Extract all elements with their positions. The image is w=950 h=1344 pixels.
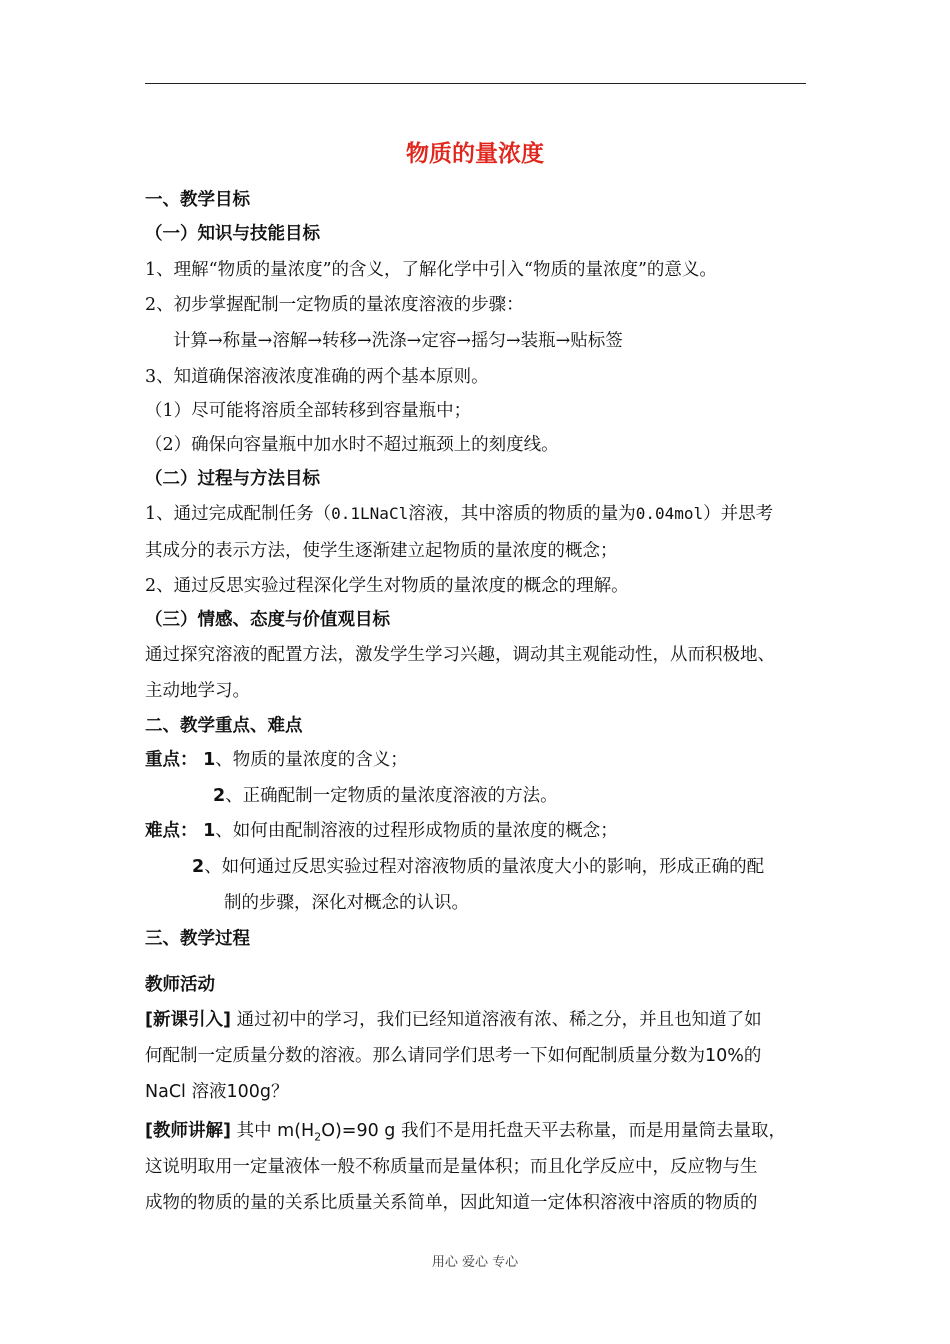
- key-point-1: 重点： 1、物质的量浓度的含义；: [145, 750, 408, 770]
- difficult-point-1: 难点： 1、如何由配制溶液的过程形成物质的量浓度的概念；: [145, 821, 618, 841]
- knowledge-item-2: 2、初步掌握配制一定物质的量浓度溶液的步骤：: [145, 295, 524, 315]
- subheading-knowledge: （一）知识与技能目标: [145, 224, 320, 244]
- process-item-1-cont: 其成分的表示方法，使学生逐渐建立起物质的量浓度的概念；: [145, 541, 618, 561]
- knowledge-item-1: 1、理解“物质的量浓度”的含义，了解化学中引入“物质的量浓度”的意义。: [145, 260, 717, 280]
- teacher-activity-heading: 教师活动: [145, 975, 215, 995]
- subheading-emotion: （三）情感、态度与价值观目标: [145, 610, 390, 630]
- intro-line-3: NaCl 溶液100g？: [145, 1082, 289, 1102]
- explain-line-2: 这说明取用一定量液体一般不称质量而是量体积；而且化学反应中，反应物与生: [145, 1157, 758, 1177]
- intro-line-2: 何配制一定质量分数的溶液。那么请同学们思考一下如何配制质量分数为10%的: [145, 1046, 762, 1066]
- emotion-text-2: 主动地学习。: [145, 681, 250, 701]
- document-title: 物质的量浓度: [406, 141, 544, 167]
- intro-line-1: [新课引入] 通过初中的学习，我们已经知道溶液有浓、稀之分，并且也知道了如: [145, 1010, 762, 1030]
- knowledge-item-3: 3、知道确保溶液浓度准确的两个基本原则。: [145, 367, 489, 387]
- section-heading-1: 一、教学目标: [145, 190, 250, 210]
- section-heading-2: 二、教学重点、难点: [145, 716, 303, 736]
- process-item-2: 2、通过反思实验过程深化学生对物质的量浓度的概念的理解。: [145, 576, 629, 596]
- difficult-point-2: 2、如何通过反思实验过程对溶液物质的量浓度大小的影响，形成正确的配: [192, 857, 765, 877]
- difficult-point-2-cont: 制的步骤，深化对概念的认识。: [224, 893, 469, 913]
- section-heading-3: 三、教学过程: [145, 929, 250, 949]
- page-footer: 用心 爱心 专心: [431, 1255, 519, 1270]
- explain-line-3: 成物的物质的量的关系比质量关系简单，因此知道一定体积溶液中溶质的物质的: [145, 1193, 758, 1213]
- preparation-steps: 计算→称量→溶解→转移→洗涤→定容→摇匀→装瓶→贴标签: [173, 331, 623, 351]
- subheading-process: （二）过程与方法目标: [145, 469, 320, 489]
- process-item-1: 1、通过完成配制任务（0.1LNaCl溶液，其中溶质的物质的量为0.04mol）并思考: [145, 504, 774, 524]
- key-point-2: 2、正确配制一定物质的量浓度溶液的方法。: [213, 786, 558, 806]
- explain-line-1: [教师讲解] 其中 $m(H_2O)=90$ g 我们不是用托盘天平去称量，而是用量筒去量取，: [145, 1121, 786, 1144]
- principle-2: （2）确保向容量瓶中加水时不超过瓶颈上的刻度线。: [145, 435, 559, 455]
- header-rule: [145, 83, 806, 84]
- principle-1: （1）尽可能将溶质全部转移到容量瓶中；: [145, 401, 472, 421]
- emotion-text-1: 通过探究溶液的配置方法，激发学生学习兴趣，调动其主观能动性，从而积极地、: [145, 645, 775, 665]
